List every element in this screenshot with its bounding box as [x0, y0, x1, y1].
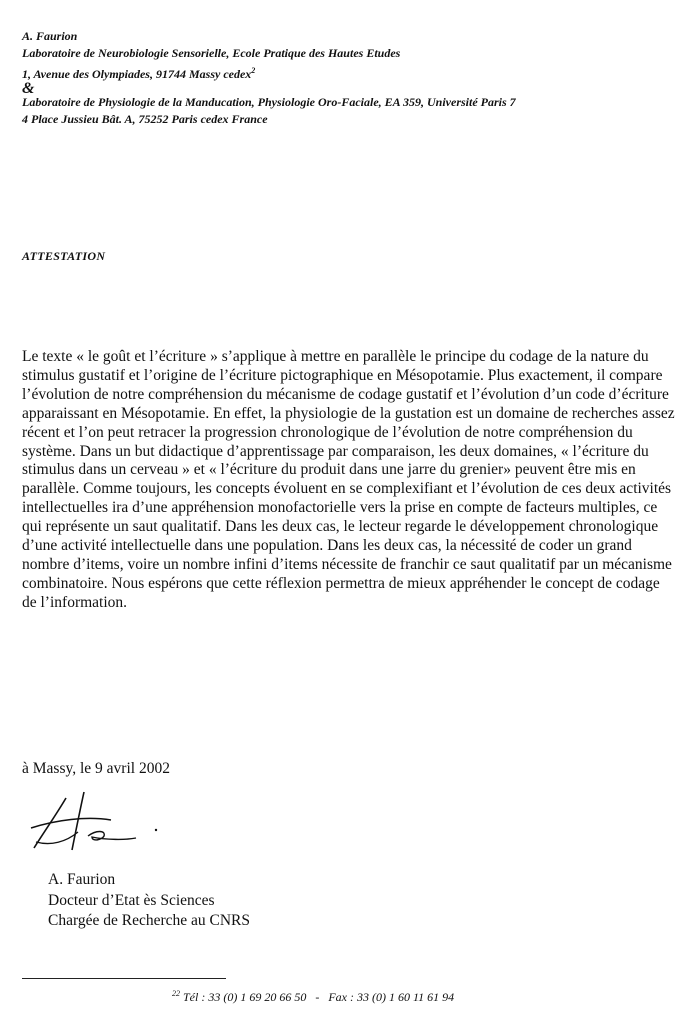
lab-address-2: 4 Place Jussieu Bât. A, 75252 Paris cedex France [22, 112, 268, 126]
body-text: Le texte « le goût et l’écriture » s’applique à mettre en parallèle le principe du codage de la nature du stimulus gustatif et l’origine de l’écriture pictographique en Mésopotamie. Plus exactement, il compare l’évolution de notre compréhension du mécanisme de codage gustatif et l’évolution d’un code d’écriture apparaissant en Mésopotamie. En effet, la physiologie de la gustation est un domaine de recherches assez récent et l’on peut retracer la progression chronologique de l’évolution de notre compréhension du système. Dans un but didactique d’apprentissage par comparaison, les deux domaines, « l’écriture du stimulus dans un cerveau » et « l’écriture du produit dans une jarre du grenier» peuvent être mis en parallèle. Comme toujours, les concepts évoluent en se complexifiant et l’évolution de ces deux activités intellectuelles ira d’une appréhension monofactorielle vers la prise en compte de facteurs multiples, ce qui représente un saut qualitatif. Dans les deux cas, le lecteur regarde le développement chronologique d’une activité intellectuelle dans une population. Dans les deux cas, la nécessité de coder un grand nombre d’items, voire un nombre infini d’items nécessite de franchir ce saut qualitatif par un mécanisme combinatoire. Nous espérons que cette réflexion permettra de mieux appréhender le concept de codage de l’information. [22, 348, 675, 611]
ampersand: & [22, 80, 35, 97]
footnote-contact: Tél : 33 (0) 1 69 20 66 50 - Fax : 33 (0) 1 60 11 61 94 [180, 990, 455, 1004]
document-title: ATTESTATION [22, 249, 106, 263]
lab-address-1-text: 1, Avenue des Olympiades, 91744 Massy cedex [22, 67, 252, 81]
footnote-divider [22, 978, 226, 979]
body-paragraph [22, 348, 677, 613]
footnote [172, 989, 454, 1005]
lab-name-1: Laboratoire de Neurobiologie Sensorielle, Ecole Pratique des Hautes Etudes [22, 46, 401, 60]
lab-name-2: Laboratoire de Physiologie de la Manducation, Physiologie Oro-Faciale, EA 359, Université Paris 7 [22, 95, 516, 109]
handwritten-signature [26, 790, 176, 860]
signatory-title-1: Docteur d’Etat ès Sciences [48, 891, 215, 909]
letterhead [22, 28, 516, 128]
signatory-title-2: Chargée de Recherche au CNRS [48, 912, 251, 929]
footnote-marker: 22 [172, 989, 180, 998]
signatory-name: A. Faurion [48, 871, 116, 888]
author-name: A. Faurion [22, 29, 78, 43]
address-footnote-marker: 2 [251, 66, 256, 75]
signature-block [48, 870, 250, 932]
place-date: à Massy, le 9 avril 2002 [22, 760, 170, 777]
lab-address-1 [22, 62, 516, 83]
